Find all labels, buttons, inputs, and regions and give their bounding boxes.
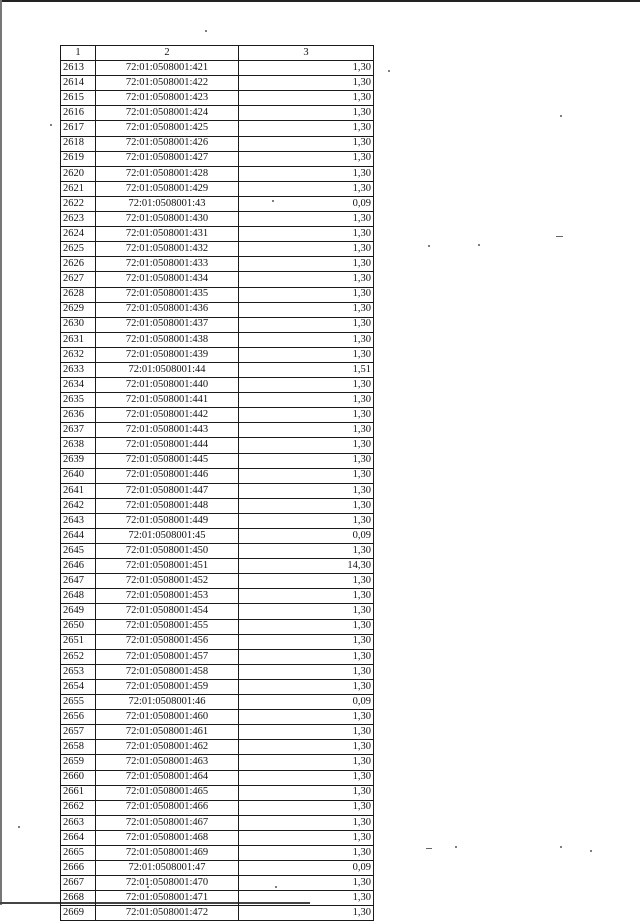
table-row [61, 498, 374, 513]
cadastral-number: 72:01:0508001:44 [96, 362, 239, 377]
column-header-cadastral: 2 [96, 46, 239, 61]
cadastral-number: 72:01:0508001:437 [96, 317, 239, 332]
cadastral-number: 72:01:0508001:461 [96, 725, 239, 740]
cadastral-number: 72:01:0508001:427 [96, 151, 239, 166]
row-value: 1,30 [239, 347, 374, 362]
row-value: 1,30 [239, 212, 374, 227]
row-value: 1,30 [239, 619, 374, 634]
table-row [61, 106, 374, 121]
table-row [61, 710, 374, 725]
table-row [61, 393, 374, 408]
cadastral-number: 72:01:0508001:433 [96, 257, 239, 272]
cadastral-number: 72:01:0508001:450 [96, 544, 239, 559]
table-row [61, 453, 374, 468]
row-number: 2619 [61, 151, 96, 166]
row-number: 2634 [61, 378, 96, 393]
cadastral-number: 72:01:0508001:448 [96, 498, 239, 513]
cadastral-table [60, 45, 374, 921]
cadastral-number: 72:01:0508001:457 [96, 649, 239, 664]
cadastral-number: 72:01:0508001:462 [96, 740, 239, 755]
row-number: 2646 [61, 559, 96, 574]
cadastral-number: 72:01:0508001:439 [96, 347, 239, 362]
row-number: 2659 [61, 755, 96, 770]
row-value: 1,30 [239, 498, 374, 513]
row-number: 2640 [61, 468, 96, 483]
row-number: 2620 [61, 166, 96, 181]
row-number: 2645 [61, 544, 96, 559]
row-value: 1,30 [239, 393, 374, 408]
table-row [61, 362, 374, 377]
row-number: 2668 [61, 891, 96, 906]
cadastral-number: 72:01:0508001:429 [96, 181, 239, 196]
table-row [61, 861, 374, 876]
table-row [61, 634, 374, 649]
row-number: 2617 [61, 121, 96, 136]
cadastral-number: 72:01:0508001:472 [96, 906, 239, 921]
cadastral-number: 72:01:0508001:45 [96, 529, 239, 544]
table-row [61, 770, 374, 785]
cadastral-number: 72:01:0508001:424 [96, 106, 239, 121]
table-row [61, 408, 374, 423]
row-number: 2652 [61, 649, 96, 664]
table-row [61, 815, 374, 830]
row-value: 0,09 [239, 861, 374, 876]
table-row [61, 604, 374, 619]
row-number: 2663 [61, 815, 96, 830]
table-row [61, 121, 374, 136]
row-value: 1,30 [239, 589, 374, 604]
table-row [61, 91, 374, 106]
table-row [61, 725, 374, 740]
table-row [61, 544, 374, 559]
row-value: 1,30 [239, 710, 374, 725]
cadastral-number: 72:01:0508001:444 [96, 438, 239, 453]
row-number: 2613 [61, 61, 96, 76]
row-value: 1,30 [239, 770, 374, 785]
cadastral-number: 72:01:0508001:438 [96, 332, 239, 347]
scan-speck [590, 850, 592, 852]
row-value: 1,30 [239, 664, 374, 679]
table-row [61, 423, 374, 438]
row-value: 1,30 [239, 91, 374, 106]
table-row [61, 695, 374, 710]
row-number: 2644 [61, 529, 96, 544]
row-value: 1,30 [239, 740, 374, 755]
row-value: 1,30 [239, 257, 374, 272]
cadastral-number: 72:01:0508001:467 [96, 815, 239, 830]
table-row [61, 287, 374, 302]
cadastral-number: 72:01:0508001:430 [96, 212, 239, 227]
cadastral-number: 72:01:0508001:464 [96, 770, 239, 785]
row-value: 1,30 [239, 891, 374, 906]
row-value: 1,30 [239, 574, 374, 589]
cadastral-number: 72:01:0508001:469 [96, 845, 239, 860]
row-value: 1,30 [239, 785, 374, 800]
cadastral-number: 72:01:0508001:435 [96, 287, 239, 302]
table-row [61, 272, 374, 287]
cadastral-number: 72:01:0508001:422 [96, 76, 239, 91]
row-number: 2630 [61, 317, 96, 332]
cadastral-number: 72:01:0508001:449 [96, 513, 239, 528]
page-left-edge [0, 0, 2, 905]
table-row [61, 589, 374, 604]
row-number: 2632 [61, 347, 96, 362]
row-value: 1,30 [239, 317, 374, 332]
row-number: 2664 [61, 830, 96, 845]
row-value: 1,30 [239, 302, 374, 317]
table-row [61, 529, 374, 544]
table-row [61, 166, 374, 181]
row-number: 2649 [61, 604, 96, 619]
row-value: 1,51 [239, 362, 374, 377]
table-row [61, 347, 374, 362]
row-value: 1,30 [239, 468, 374, 483]
table-row [61, 559, 374, 574]
row-number: 2655 [61, 695, 96, 710]
row-number: 2656 [61, 710, 96, 725]
row-value: 1,30 [239, 136, 374, 151]
row-number: 2626 [61, 257, 96, 272]
row-value: 1,30 [239, 483, 374, 498]
row-number: 2662 [61, 800, 96, 815]
row-number: 2627 [61, 272, 96, 287]
cadastral-number: 72:01:0508001:443 [96, 423, 239, 438]
cadastral-number: 72:01:0508001:440 [96, 378, 239, 393]
row-number: 2641 [61, 483, 96, 498]
row-value: 1,30 [239, 287, 374, 302]
row-number: 2648 [61, 589, 96, 604]
cadastral-number: 72:01:0508001:46 [96, 695, 239, 710]
row-value: 1,30 [239, 332, 374, 347]
row-value: 0,09 [239, 529, 374, 544]
row-value: 1,30 [239, 876, 374, 891]
cadastral-number: 72:01:0508001:458 [96, 664, 239, 679]
scan-speck [50, 124, 52, 126]
cadastral-number: 72:01:0508001:463 [96, 755, 239, 770]
cadastral-number: 72:01:0508001:43 [96, 196, 239, 211]
row-value: 1,30 [239, 830, 374, 845]
scan-speck [18, 826, 20, 828]
row-number: 2647 [61, 574, 96, 589]
row-number: 2658 [61, 740, 96, 755]
table-row [61, 196, 374, 211]
table-row [61, 468, 374, 483]
row-number: 2661 [61, 785, 96, 800]
cadastral-number: 72:01:0508001:431 [96, 227, 239, 242]
table-row [61, 664, 374, 679]
cadastral-number: 72:01:0508001:454 [96, 604, 239, 619]
cadastral-number: 72:01:0508001:428 [96, 166, 239, 181]
cadastral-number: 72:01:0508001:470 [96, 876, 239, 891]
table-row [61, 785, 374, 800]
cadastral-number: 72:01:0508001:455 [96, 619, 239, 634]
scan-speck [205, 30, 207, 32]
row-number: 2635 [61, 393, 96, 408]
row-number: 2614 [61, 76, 96, 91]
row-value: 1,30 [239, 61, 374, 76]
cadastral-number: 72:01:0508001:471 [96, 891, 239, 906]
cadastral-number: 72:01:0508001:456 [96, 634, 239, 649]
row-value: 1,30 [239, 544, 374, 559]
row-value: 1,30 [239, 227, 374, 242]
column-header-value: 3 [239, 46, 374, 61]
row-number: 2636 [61, 408, 96, 423]
row-number: 2651 [61, 634, 96, 649]
column-header-number: 1 [61, 46, 96, 61]
cadastral-number: 72:01:0508001:451 [96, 559, 239, 574]
scan-dash [556, 236, 563, 237]
cadastral-number: 72:01:0508001:432 [96, 242, 239, 257]
table-row [61, 317, 374, 332]
cadastral-number: 72:01:0508001:434 [96, 272, 239, 287]
cadastral-number: 72:01:0508001:447 [96, 483, 239, 498]
row-number: 2623 [61, 212, 96, 227]
cadastral-number: 72:01:0508001:460 [96, 710, 239, 725]
table-row [61, 212, 374, 227]
row-number: 2653 [61, 664, 96, 679]
row-number: 2621 [61, 181, 96, 196]
row-value: 1,30 [239, 378, 374, 393]
row-number: 2629 [61, 302, 96, 317]
row-number: 2642 [61, 498, 96, 513]
cadastral-number: 72:01:0508001:421 [96, 61, 239, 76]
cadastral-number: 72:01:0508001:459 [96, 679, 239, 694]
table-row [61, 619, 374, 634]
table-row [61, 800, 374, 815]
cadastral-number: 72:01:0508001:441 [96, 393, 239, 408]
row-value: 0,09 [239, 695, 374, 710]
table-row [61, 513, 374, 528]
row-value: 1,30 [239, 408, 374, 423]
table-row [61, 845, 374, 860]
cadastral-number: 72:01:0508001:442 [96, 408, 239, 423]
table-row [61, 136, 374, 151]
row-number: 2660 [61, 770, 96, 785]
row-value: 14,30 [239, 559, 374, 574]
table-row [61, 332, 374, 347]
cadastral-number: 72:01:0508001:425 [96, 121, 239, 136]
table-row [61, 574, 374, 589]
row-value: 0,09 [239, 196, 374, 211]
table-row [61, 679, 374, 694]
row-value: 1,30 [239, 725, 374, 740]
cadastral-number: 72:01:0508001:452 [96, 574, 239, 589]
table-header-row [61, 46, 374, 61]
row-number: 2638 [61, 438, 96, 453]
table-row [61, 876, 374, 891]
row-value: 1,30 [239, 513, 374, 528]
row-number: 2654 [61, 679, 96, 694]
row-number: 2667 [61, 876, 96, 891]
row-number: 2615 [61, 91, 96, 106]
row-value: 1,30 [239, 121, 374, 136]
row-value: 1,30 [239, 438, 374, 453]
row-value: 1,30 [239, 679, 374, 694]
row-value: 1,30 [239, 242, 374, 257]
table-row [61, 438, 374, 453]
row-number: 2657 [61, 725, 96, 740]
row-number: 2616 [61, 106, 96, 121]
cadastral-number: 72:01:0508001:468 [96, 830, 239, 845]
cadastral-number: 72:01:0508001:423 [96, 91, 239, 106]
scan-speck [560, 115, 562, 117]
cadastral-number: 72:01:0508001:426 [96, 136, 239, 151]
cadastral-number: 72:01:0508001:436 [96, 302, 239, 317]
row-value: 1,30 [239, 815, 374, 830]
row-number: 2650 [61, 619, 96, 634]
row-number: 2637 [61, 423, 96, 438]
table-row [61, 740, 374, 755]
row-value: 1,30 [239, 453, 374, 468]
table-row [61, 242, 374, 257]
row-number: 2643 [61, 513, 96, 528]
scan-speck [428, 245, 430, 247]
row-number: 2622 [61, 196, 96, 211]
row-value: 1,30 [239, 906, 374, 921]
table-row [61, 151, 374, 166]
row-number: 2633 [61, 362, 96, 377]
table-row [61, 649, 374, 664]
table-row [61, 483, 374, 498]
table-row [61, 755, 374, 770]
row-value: 1,30 [239, 604, 374, 619]
scan-speck [455, 846, 457, 848]
cadastral-number: 72:01:0508001:47 [96, 861, 239, 876]
cadastral-number: 72:01:0508001:465 [96, 785, 239, 800]
row-number: 2666 [61, 861, 96, 876]
table-row [61, 76, 374, 91]
row-number: 2625 [61, 242, 96, 257]
row-value: 1,30 [239, 76, 374, 91]
row-value: 1,30 [239, 151, 374, 166]
row-value: 1,30 [239, 845, 374, 860]
row-number: 2618 [61, 136, 96, 151]
row-number: 2665 [61, 845, 96, 860]
cadastral-number: 72:01:0508001:446 [96, 468, 239, 483]
table-row [61, 906, 374, 921]
row-number: 2631 [61, 332, 96, 347]
row-value: 1,30 [239, 634, 374, 649]
table-row [61, 830, 374, 845]
cadastral-number: 72:01:0508001:466 [96, 800, 239, 815]
row-value: 1,30 [239, 181, 374, 196]
table-row [61, 891, 374, 906]
row-value: 1,30 [239, 166, 374, 181]
table-row [61, 61, 374, 76]
scan-speck [478, 244, 480, 246]
cadastral-number: 72:01:0508001:453 [96, 589, 239, 604]
row-value: 1,30 [239, 649, 374, 664]
table-row [61, 227, 374, 242]
table-row [61, 257, 374, 272]
row-number: 2624 [61, 227, 96, 242]
page-top-border [0, 0, 640, 2]
table-row [61, 181, 374, 196]
row-number: 2628 [61, 287, 96, 302]
table-row [61, 378, 374, 393]
row-number: 2669 [61, 906, 96, 921]
row-value: 1,30 [239, 272, 374, 287]
table-row [61, 302, 374, 317]
row-value: 1,30 [239, 800, 374, 815]
scan-speck [388, 70, 390, 72]
scan-dash [426, 848, 432, 849]
row-value: 1,30 [239, 755, 374, 770]
row-number: 2639 [61, 453, 96, 468]
cadastral-number: 72:01:0508001:445 [96, 453, 239, 468]
row-value: 1,30 [239, 106, 374, 121]
row-value: 1,30 [239, 423, 374, 438]
scan-speck [560, 846, 562, 848]
